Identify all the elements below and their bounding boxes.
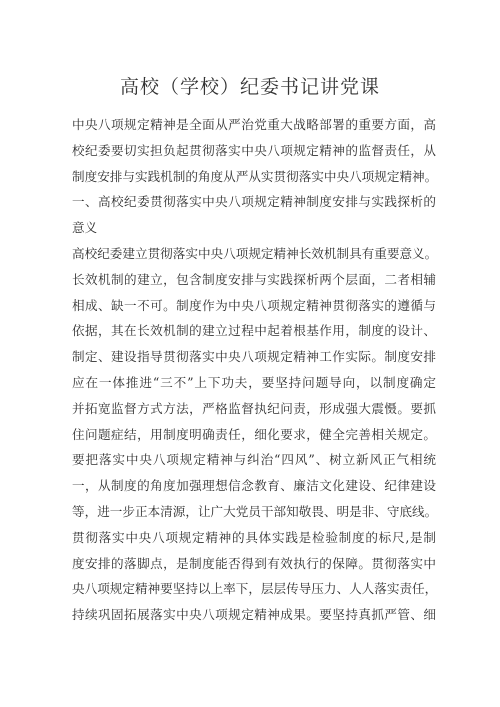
body-line: 长效机制的建立，包含制度安排与实践探析两个层面，二者相辅 [72, 271, 436, 287]
document-body [72, 112, 436, 628]
body-line: 持续巩固拓展落实中央八项规定精神成果。要坚持真抓严管、细 [72, 607, 436, 623]
body-line: 校纪委要切实担负起贯彻落实中央八项规定精神的监督责任，从 [72, 142, 436, 158]
body-line: 一，从制度的角度加强理想信念教育、廉洁文化建设、纪律建设 [72, 478, 436, 494]
body-line: 并拓宽监督方式方法，严格监督执纪问责，形成强大震慑。要抓 [72, 400, 436, 416]
section-heading-line: 一、高校纪委贯彻落实中央八项规定精神制度安排与实践探析的 [72, 194, 436, 210]
body-line: 制度安排与实践机制的角度从严从实贯彻落实中央八项规定精神。 [72, 168, 438, 184]
body-line: 贯彻落实中央八项规定精神的具体实践是检验制度的标尺,是制 [72, 529, 436, 545]
body-line: 住问题症结，用制度明确责任，细化要求，健全完善相关规定。 [72, 426, 436, 442]
section-heading-line: 意义 [72, 220, 98, 236]
body-line: 制定、建设指导贯彻落实中央八项规定精神工作实际。制度安排 [72, 349, 436, 365]
body-line: 应在一体推进“三不”上下功夫，要坚持问题导向，以制度确定 [72, 374, 436, 390]
body-line: 要把落实中央八项规定精神与纠治“四风”、树立新风正气相统 [72, 452, 436, 468]
page-title: 高校（学校）纪委书记讲党课 [119, 76, 380, 98]
body-line: 央八项规定精神要坚持以上率下，层层传导压力、人人落实责任， [72, 581, 438, 597]
body-line: 相成、缺一不可。制度作为中央八项规定精神贯彻落实的遵循与 [72, 297, 436, 313]
body-line: 中央八项规定精神是全面从严治党重大战略部署的重要方面，高 [72, 117, 436, 132]
body-line: 等，进一步正本清源，让广大党员干部知敬畏、明是非、守底线。 [72, 503, 438, 519]
body-line: 依据，其在长效机制的建立过程中起着根基作用，制度的设计、 [72, 323, 436, 339]
body-line: 度安排的落脚点，是制度能否得到有效执行的保障。贯彻落实中 [72, 555, 436, 571]
body-line: 高校纪委建立贯彻落实中央八项规定精神长效机制具有重要意义。 [72, 245, 438, 261]
